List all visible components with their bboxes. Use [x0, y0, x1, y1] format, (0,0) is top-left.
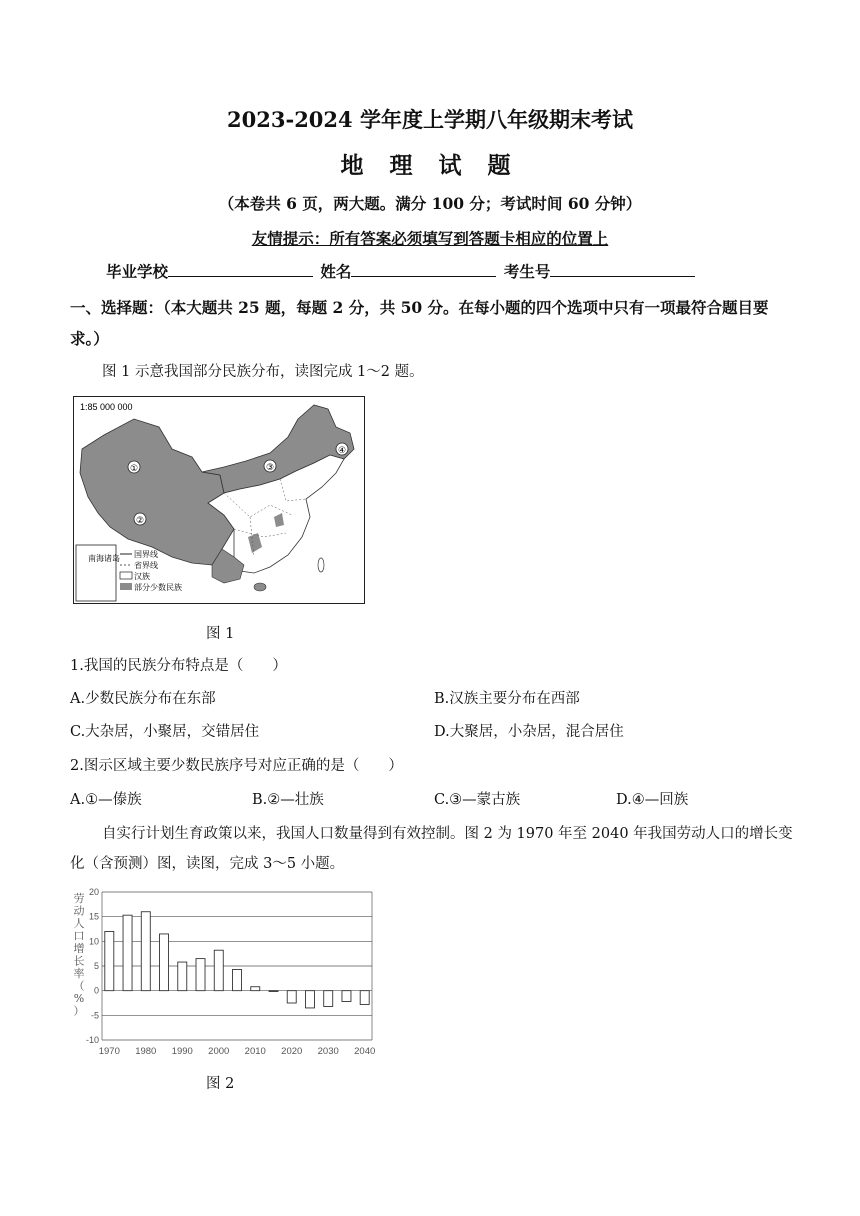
ethnic-distribution-map: [73, 396, 365, 604]
x-tick-label: 2030: [317, 1046, 339, 1057]
legend-han-swatch: [120, 572, 132, 579]
marker-1: ①: [129, 464, 139, 474]
y-tick-label: 15: [88, 911, 99, 922]
legend-han: 汉族: [134, 572, 150, 581]
x-tick-label: 1970: [98, 1046, 120, 1057]
ylabel-char: 动: [73, 904, 85, 918]
x-tick-label: 2000: [208, 1046, 230, 1057]
friendly-tip-text: 友情提示：所有答案必须填写到答题卡相应的位置上: [251, 229, 609, 248]
chart-bar: [251, 987, 260, 991]
map-minority-west: [80, 419, 234, 565]
chart-bar: [233, 969, 242, 990]
ylabel-char: 人: [73, 917, 85, 930]
x-tick-label: 2010: [244, 1046, 266, 1057]
ylabel-char: 率: [73, 967, 85, 980]
inset-label: 南海诸岛: [88, 554, 120, 563]
map-taiwan: [318, 558, 324, 572]
chart-bar: [269, 991, 278, 992]
chart-bar: [160, 934, 169, 991]
chart-bar: [196, 959, 205, 991]
field-id-blank[interactable]: [550, 262, 695, 277]
marker-2: ②: [135, 516, 145, 526]
chart-bar: [342, 991, 351, 1002]
y-tick-label: -10: [85, 1035, 99, 1045]
q2-option-c[interactable]: C.③—蒙古族: [434, 792, 521, 808]
q2-option-b[interactable]: B.②—壮族: [252, 792, 324, 808]
map-graphic: [74, 397, 364, 603]
map-hainan: [254, 583, 266, 591]
q1-stem: 1.我国的民族分布特点是（ ）: [70, 658, 287, 674]
x-tick-label: 1990: [171, 1046, 193, 1057]
subject-title: 地 理 试 题: [340, 152, 520, 179]
ylabel-char: （: [73, 979, 85, 993]
ylabel-char: 长: [73, 954, 85, 968]
q2-option-a[interactable]: A.①—傣族: [70, 792, 142, 808]
q1-option-a[interactable]: A.少数民族分布在东部: [70, 691, 216, 707]
figure-2-caption: 图 2: [206, 1076, 235, 1092]
q1-option-c[interactable]: C.大杂居，小聚居，交错居住: [70, 724, 260, 740]
legend-minority-swatch: [120, 583, 132, 590]
section-heading: 一、选择题：（本大题共 25 题，每题 2 分，共 50 分。在每小题的四个选项中只有一项最符合题目要求。）: [70, 298, 769, 348]
x-tick-label: 2020: [281, 1046, 303, 1057]
labor-growth-chart: [70, 884, 380, 1060]
legend-national: 国界线: [134, 550, 158, 559]
intro-question-3-5: 自实行计划生育政策以来，我国人口数量得到有效控制。图 2 为 1970 年至 2040 年我国劳动人口的增长变化（含预测）图，读图，完成 3～5 小题。: [70, 826, 793, 872]
ylabel-char: 劳: [73, 892, 85, 905]
ylabel-char: 口: [73, 929, 85, 943]
y-tick-label: 20: [88, 887, 99, 897]
field-school-label: 毕业学校: [106, 262, 169, 281]
q2-option-d[interactable]: D.④—回族: [616, 792, 689, 808]
figure-1-caption: 图 1: [206, 626, 235, 642]
chart-bar: [105, 931, 114, 990]
exam-title: 2023-2024 学年度上学期八年级期末考试: [227, 107, 633, 132]
x-tick-label: 2040: [354, 1046, 376, 1057]
field-name-blank[interactable]: [351, 262, 496, 277]
chart-bar: [360, 991, 369, 1005]
q1-option-d[interactable]: D.大聚居，小杂居，混合居住: [434, 724, 624, 740]
chart-graphic: [70, 884, 380, 1060]
ylabel-char: %: [73, 992, 85, 1005]
friendly-tip: [0, 227, 860, 249]
chart-bar: [305, 991, 314, 1008]
y-tick-label: -5: [90, 1010, 99, 1021]
exam-note: （本卷共 6 页，两大题。满分 100 分；考试时间 60 分钟）: [218, 194, 642, 213]
legend-minority: 部分少数民族: [134, 583, 182, 592]
legend-province: 省界线: [134, 561, 158, 570]
chart-bar: [141, 912, 150, 991]
ylabel-char: 增: [73, 942, 85, 955]
field-school-blank[interactable]: [168, 262, 313, 277]
chart-bar: [178, 962, 187, 991]
field-name-label: 姓名: [320, 262, 352, 281]
q2-stem: 2.图示区域主要少数民族序号对应正确的是（ ）: [70, 758, 403, 774]
marker-3: ③: [265, 463, 275, 473]
chart-ylabel: [74, 891, 85, 1018]
y-tick-label: 0: [93, 985, 99, 996]
chart-bar: [324, 991, 333, 1007]
ylabel-char: ）: [73, 1004, 85, 1018]
x-tick-label: 1980: [135, 1046, 157, 1057]
chart-bar: [123, 915, 132, 990]
y-tick-label: 10: [88, 936, 99, 947]
student-info-line: [106, 260, 697, 282]
map-scale: 1:85 000 000: [80, 402, 133, 412]
q1-option-b[interactable]: B.汉族主要分布在西部: [434, 691, 580, 707]
intro-question-1-2: 图 1 示意我国部分民族分布，读图完成 1～2 题。: [102, 364, 424, 380]
y-tick-label: 5: [93, 961, 99, 971]
chart-bar: [214, 950, 223, 990]
marker-4: ④: [337, 446, 347, 456]
chart-bar: [287, 991, 296, 1003]
field-id-label: 考生号: [503, 262, 551, 281]
